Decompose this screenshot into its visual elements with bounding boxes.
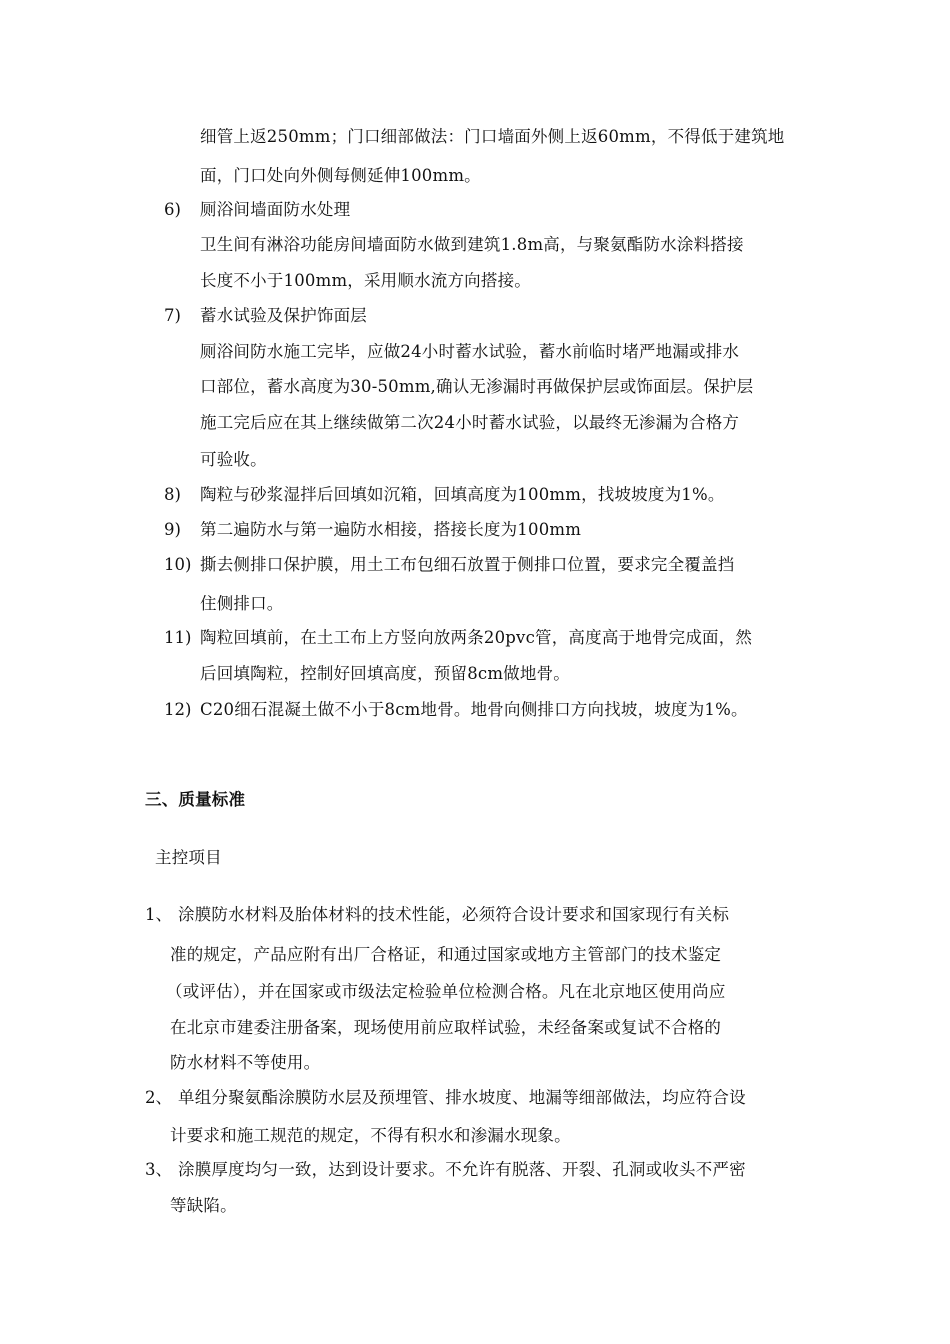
paragraph-line: 陶粒回填前，在土工布上方竖向放两条20pvc管，高度高于地骨完成面，然 (200, 628, 753, 647)
paragraph-line: 后回填陶粒，控制好回填高度，预留8cm做地骨。 (200, 664, 570, 683)
list-item-number: 2、 (145, 1088, 172, 1107)
list-item-number: 8) (164, 485, 181, 504)
paragraph-line: 在北京市建委注册备案，现场使用前应取样试验，未经备案或复试不合格的 (170, 1018, 722, 1037)
paragraph-line: 细管上返250mm；门口细部做法：门口墙面外侧上返60mm，不得低于建筑地 (200, 127, 785, 146)
paragraph-line: 等缺陷。 (170, 1196, 237, 1215)
list-item-number: 12) (164, 700, 192, 719)
paragraph-line: 卫生间有淋浴功能房间墙面防水做到建筑1.8m高，与聚氨酯防水涂料搭接 (200, 235, 744, 254)
paragraph-line: 撕去侧排口保护膜，用土工布包细石放置于侧排口位置，要求完全覆盖挡 (200, 555, 735, 574)
paragraph-line: 准的规定，产品应附有出厂合格证，和通过国家或地方主管部门的技术鉴定 (170, 945, 722, 964)
paragraph-line: 涂膜厚度均匀一致，达到设计要求。不允许有脱落、开裂、孔洞或收头不严密 (178, 1160, 746, 1179)
paragraph-line: 厕浴间防水施工完毕，应做24小时蓄水试验，蓄水前临时堵严地漏或排水 (200, 342, 740, 361)
paragraph-line: 防水材料不等使用。 (170, 1053, 321, 1072)
paragraph-line: 面，门口处向外侧每侧延伸100mm。 (200, 166, 481, 185)
paragraph-line: （或评估），并在国家或市级法定检验单位检测合格。凡在北京地区使用尚应 (166, 982, 726, 1001)
paragraph-line: 长度不小于100mm，采用顺水流方向搭接。 (200, 271, 531, 290)
subsection-heading: 主控项目 (155, 848, 222, 867)
paragraph-line: 单组分聚氨酯涂膜防水层及预埋管、排水坡度、地漏等细部做法，均应符合设 (178, 1088, 746, 1107)
list-item-number: 6) (164, 200, 181, 219)
list-item-number: 9) (164, 520, 181, 539)
paragraph-line: C20细石混凝土做不小于8cm地骨。地骨向侧排口方向找坡，坡度为1%。 (200, 700, 748, 719)
list-item-number: 7) (164, 306, 181, 325)
list-item-title: 蓄水试验及保护饰面层 (200, 306, 367, 325)
section-heading: 三、质量标准 (145, 790, 246, 809)
paragraph-line: 施工完后应在其上继续做第二次24小时蓄水试验，以最终无渗漏为合格方 (200, 413, 740, 432)
list-item-number: 3、 (145, 1160, 172, 1179)
paragraph-line: 口部位，蓄水高度为30-50mm,确认无渗漏时再做保护层或饰面层。保护层 (200, 377, 754, 396)
paragraph-line: 可验收。 (200, 450, 267, 469)
list-item-number: 1、 (145, 905, 172, 924)
paragraph-line: 计要求和施工规范的规定，不得有积水和渗漏水现象。 (170, 1126, 571, 1145)
list-item-title: 厕浴间墙面防水处理 (200, 200, 351, 219)
paragraph-line: 陶粒与砂浆湿拌后回填如沉箱，回填高度为100mm，找坡坡度为1%。 (200, 485, 725, 504)
paragraph-line: 第二遍防水与第一遍防水相接，搭接长度为100mm (200, 520, 582, 539)
list-item-number: 10) (164, 555, 192, 574)
paragraph-line: 住侧排口。 (200, 594, 284, 613)
list-item-number: 11) (164, 628, 192, 647)
paragraph-line: 涂膜防水材料及胎体材料的技术性能，必须符合设计要求和国家现行有关标 (178, 905, 730, 924)
